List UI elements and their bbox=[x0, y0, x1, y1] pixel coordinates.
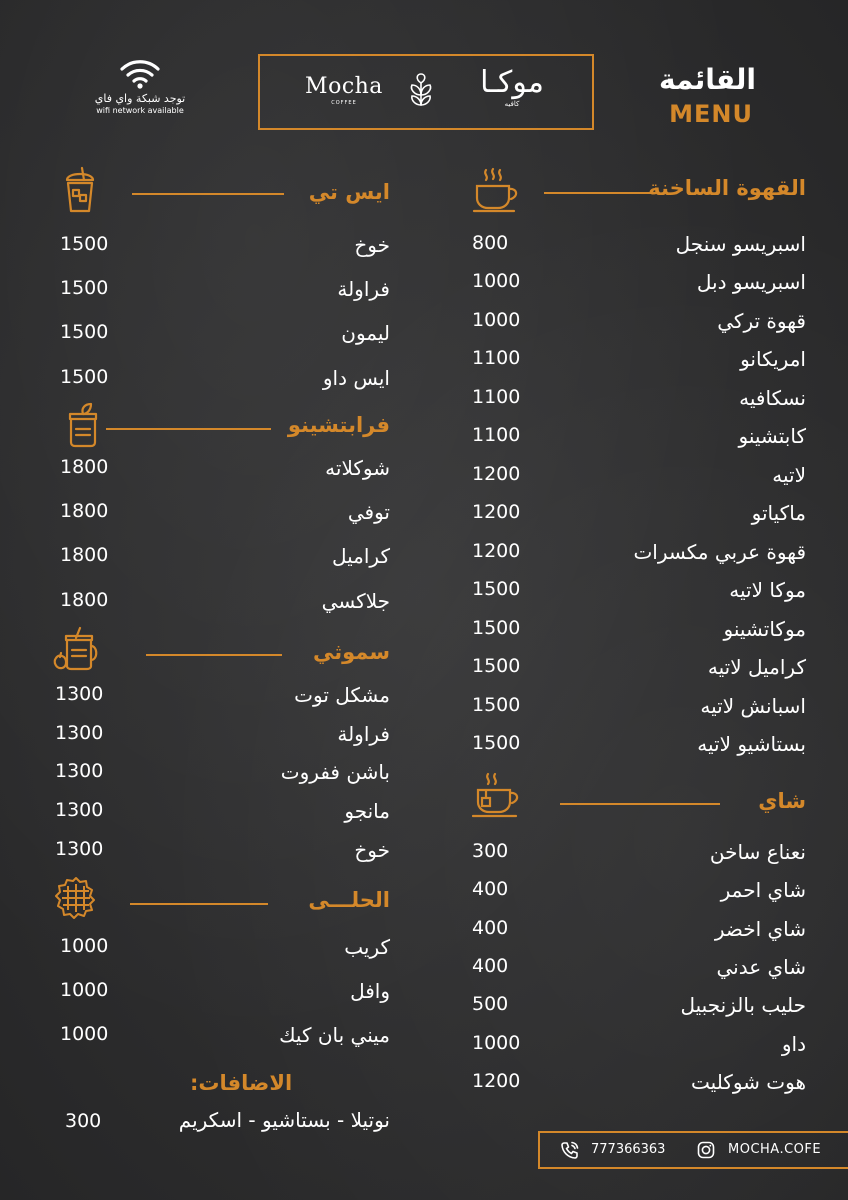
phone-icon bbox=[561, 1141, 579, 1163]
menu-item-price: 1500 bbox=[472, 617, 521, 639]
menu-item-name: كراميل bbox=[331, 544, 390, 568]
menu-item-name: قهوة عربي مكسرات bbox=[633, 540, 806, 564]
menu-item-price: 1500 bbox=[60, 321, 109, 343]
menu-item-price: 1000 bbox=[60, 935, 109, 957]
tea-cup-icon bbox=[472, 772, 522, 820]
instagram-handle[interactable]: MOCHA.COFE bbox=[728, 1142, 822, 1157]
menu-item-price: 1300 bbox=[55, 799, 104, 821]
menu-item-name: اسبانش لاتيه bbox=[700, 694, 806, 718]
menu-item-price: 1500 bbox=[472, 655, 521, 677]
menu-item-price: 1300 bbox=[55, 683, 104, 705]
logo-text-ar: موكـا bbox=[480, 65, 544, 100]
menu-item-name: شاي عدني bbox=[716, 955, 806, 979]
wifi-notice bbox=[80, 58, 200, 116]
menu-item-name: فراولة bbox=[337, 722, 390, 746]
iced-drink-icon bbox=[64, 166, 96, 214]
menu-item-price: 1500 bbox=[472, 578, 521, 600]
wifi-text-ar: توجد شبكة واي فاي bbox=[94, 92, 186, 105]
menu-item-price: 1300 bbox=[55, 838, 104, 860]
menu-item-name: ماكياتو bbox=[751, 501, 806, 525]
menu-item-price: 1200 bbox=[472, 463, 521, 485]
menu-item-name: ليمون bbox=[341, 321, 390, 345]
section-title-tea: شاي bbox=[758, 789, 806, 813]
menu-item-name: كريب bbox=[344, 935, 390, 959]
menu-item-name: كراميل لاتيه bbox=[707, 655, 806, 679]
section-title-frappuccino: فرابتشينو bbox=[287, 413, 390, 437]
jar-icon bbox=[66, 402, 100, 448]
menu-item-price: 1000 bbox=[472, 270, 521, 292]
menu-item-name: شاي اخضر bbox=[714, 917, 806, 941]
hot-coffee-cup-icon bbox=[472, 166, 522, 214]
menu-item-name: كابتشينو bbox=[738, 424, 806, 448]
menu-item-price: 1300 bbox=[55, 722, 104, 744]
menu-item-price: 1000 bbox=[472, 1032, 521, 1054]
menu-item-name: موكاتشينو bbox=[723, 617, 806, 641]
logo-subtext-en: COFFEE bbox=[331, 100, 357, 106]
menu-item-name: داو bbox=[781, 1032, 806, 1056]
menu-item-name: بستاشيو لاتيه bbox=[697, 732, 806, 756]
section-divider bbox=[544, 192, 654, 194]
menu-item-name: وافل bbox=[350, 979, 390, 1003]
instagram-icon bbox=[697, 1141, 715, 1163]
section-divider bbox=[146, 654, 282, 656]
menu-item-price: 300 bbox=[472, 840, 509, 862]
menu-item-name: ميني بان كيك bbox=[279, 1023, 390, 1047]
menu-item-name: موكا لاتيه bbox=[729, 578, 806, 602]
menu-item-price: 1800 bbox=[60, 589, 109, 611]
menu-item-name: اسبريسو سنجل bbox=[675, 232, 806, 256]
coffee-bean-leaf-icon bbox=[405, 73, 437, 111]
logo-text-en: Mocha bbox=[305, 74, 383, 99]
section-title-iced-tea: ايس تي bbox=[308, 180, 390, 204]
menu-title-en: MENU bbox=[669, 100, 753, 128]
logo-subtext-ar: كافيه bbox=[504, 100, 520, 108]
menu-item-price: 1100 bbox=[472, 386, 521, 408]
menu-item-name: حليب بالزنجبيل bbox=[680, 993, 806, 1017]
menu-item-price: 500 bbox=[472, 993, 509, 1015]
menu-item-price: 1300 bbox=[55, 760, 104, 782]
menu-item-price: 1000 bbox=[472, 309, 521, 331]
menu-item-price: 1500 bbox=[472, 694, 521, 716]
section-divider bbox=[106, 428, 271, 430]
menu-item-price: 1000 bbox=[60, 979, 109, 1001]
menu-item-name: توفي bbox=[347, 500, 390, 524]
smoothie-jar-icon bbox=[52, 626, 102, 672]
menu-item-name: لاتيه bbox=[772, 463, 806, 487]
menu-item-name: ايس داو bbox=[322, 366, 390, 390]
menu-item-name: اسبريسو دبل bbox=[696, 270, 806, 294]
section-title-smoothie: سموثي bbox=[312, 640, 390, 664]
menu-item-price: 800 bbox=[472, 232, 509, 254]
menu-item-name: قهوة تركي bbox=[717, 309, 806, 333]
menu-title-ar: القائمة bbox=[658, 63, 756, 96]
waffle-icon bbox=[54, 876, 98, 920]
wifi-icon bbox=[119, 58, 161, 90]
menu-item-price: 1100 bbox=[472, 347, 521, 369]
menu-item-name: خوخ bbox=[354, 838, 390, 862]
wifi-text-en: wifi network available bbox=[96, 106, 184, 115]
menu-item-price: 1500 bbox=[60, 233, 109, 255]
menu-item-name: هوت شوكليت bbox=[691, 1070, 806, 1094]
menu-item-name: شاي احمر bbox=[720, 878, 806, 902]
section-title-hot-coffee: القهوة الساخنة bbox=[648, 176, 806, 200]
menu-item-price: 1100 bbox=[472, 424, 521, 446]
menu-item-price: 1800 bbox=[60, 500, 109, 522]
section-title-addons: الاضافات: bbox=[190, 1071, 293, 1095]
menu-item-name: باشن ففروت bbox=[280, 760, 390, 784]
menu-item-name: فراولة bbox=[337, 277, 390, 301]
menu-item-price: 1500 bbox=[472, 732, 521, 754]
menu-item-price: 1500 bbox=[60, 277, 109, 299]
menu-item-name: جلاكسي bbox=[321, 589, 390, 613]
menu-item-price: 400 bbox=[472, 917, 509, 939]
menu-item-name: مانجو bbox=[344, 799, 390, 823]
addons-list: نوتيلا - بستاشيو - اسكريم bbox=[178, 1108, 390, 1132]
section-divider bbox=[130, 903, 268, 905]
menu-item-name: خوخ bbox=[354, 233, 390, 257]
menu-item-price: 1200 bbox=[472, 540, 521, 562]
section-divider bbox=[132, 193, 284, 195]
menu-item-price: 1200 bbox=[472, 1070, 521, 1092]
menu-item-price: 1500 bbox=[60, 366, 109, 388]
addons-price: 300 bbox=[65, 1110, 102, 1132]
phone-number[interactable]: 777366363 bbox=[591, 1142, 666, 1157]
menu-item-price: 1800 bbox=[60, 456, 109, 478]
section-title-desserts: الحلـــى bbox=[308, 888, 390, 912]
section-divider bbox=[560, 803, 720, 805]
menu-item-price: 400 bbox=[472, 955, 509, 977]
menu-item-price: 1000 bbox=[60, 1023, 109, 1045]
menu-item-name: امريكانو bbox=[740, 347, 806, 371]
menu-item-name: شوكلاته bbox=[325, 456, 390, 480]
menu-item-name: مشكل توت bbox=[294, 683, 390, 707]
menu-item-price: 1200 bbox=[472, 501, 521, 523]
menu-item-name: نسكافيه bbox=[739, 386, 806, 410]
menu-item-price: 400 bbox=[472, 878, 509, 900]
menu-item-name: نعناع ساخن bbox=[709, 840, 806, 864]
menu-item-price: 1800 bbox=[60, 544, 109, 566]
